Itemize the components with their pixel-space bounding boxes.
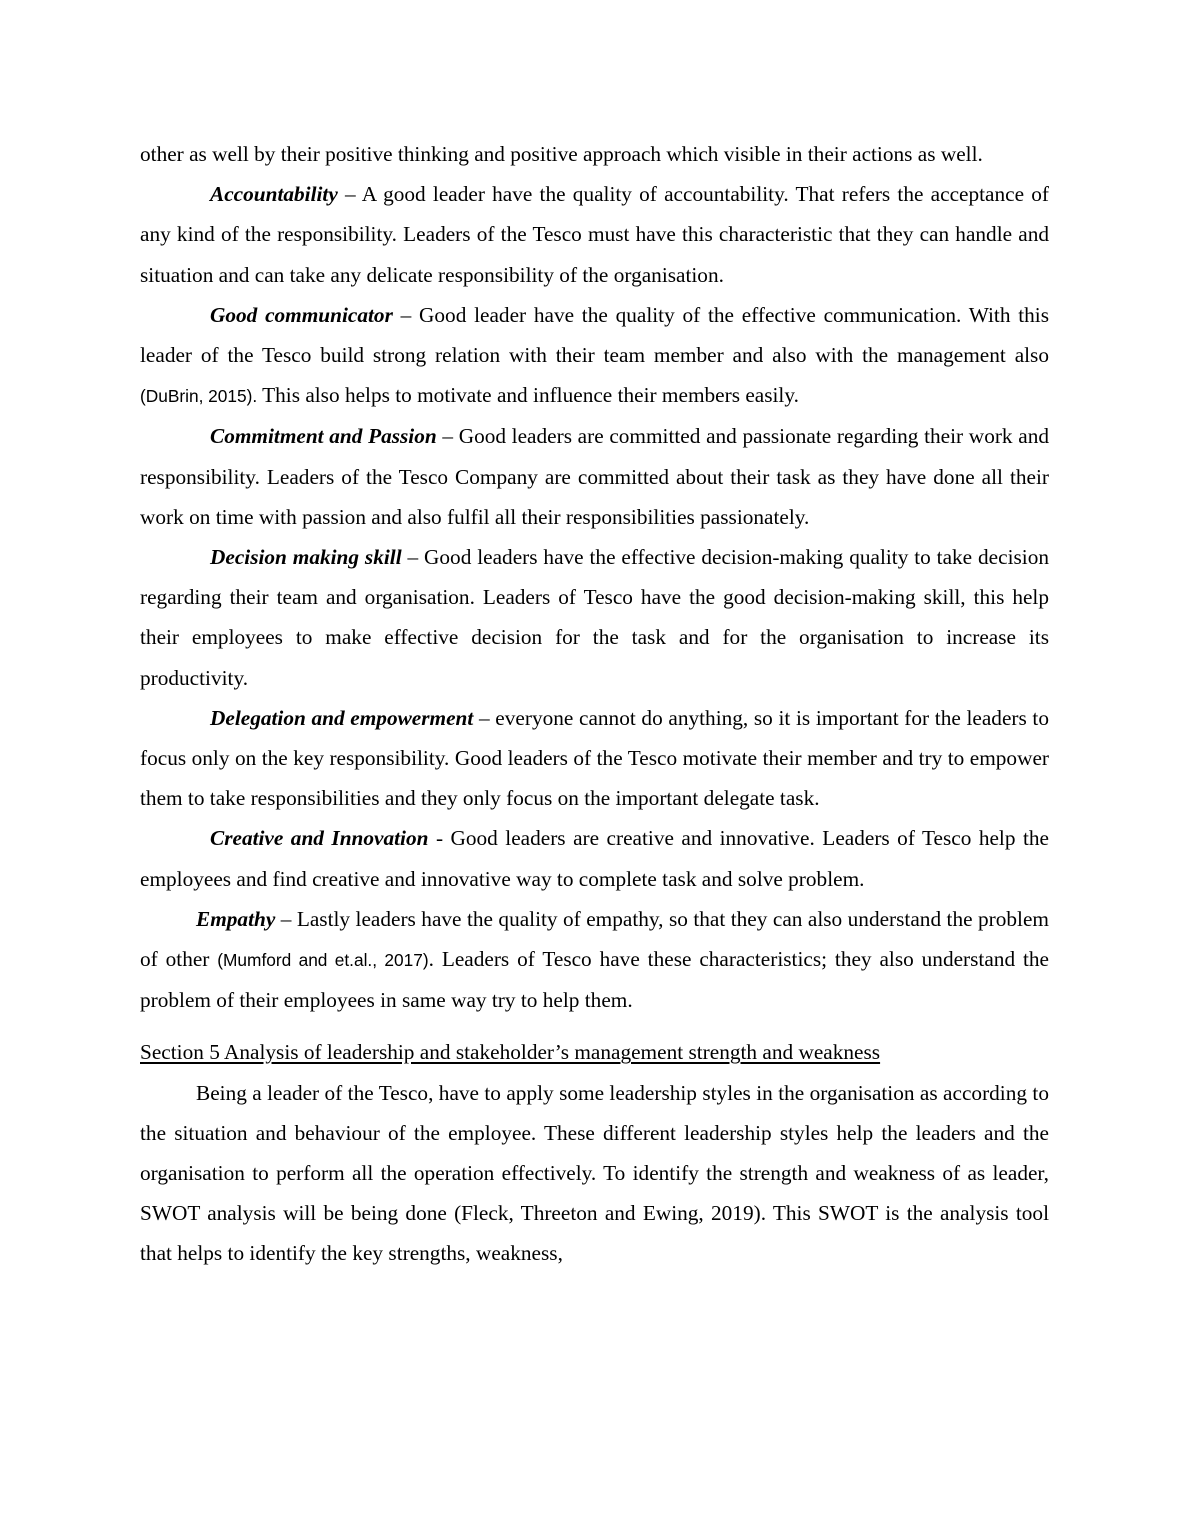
quality-description-end: This also helps to motivate and influence their members easily. [257, 383, 799, 408]
quality-term: Decision making skill [210, 545, 402, 570]
document-page [140, 134, 1049, 1274]
quality-term: Accountability [210, 182, 338, 207]
quality-term: Commitment and Passion [210, 424, 437, 449]
quality-creative-innovation [140, 818, 1049, 898]
quality-description: - Good leaders are creative and innovative. Leaders of Tesco help the employees and find creative and innovative way to complete task and solve problem. [140, 826, 1049, 891]
citation: (DuBrin, 2015). [140, 386, 258, 407]
citation: (Mumford and et.al., 2017) [217, 950, 429, 971]
quality-good-communicator [140, 295, 1049, 417]
quality-description: – everyone cannot do anything, so it is important for the leaders to focus only on the key responsibility. Good leaders of the Tesco motivate their member and try to empower them to take responsibilities and they only focus on the important delegate task. [140, 705, 1049, 811]
quality-term: Empathy [196, 906, 276, 931]
quality-delegation-empowerment [140, 698, 1049, 819]
quality-term: Good communicator [210, 302, 393, 327]
section-paragraph: Being a leader of the Tesco, have to apply some leadership styles in the organisation as according to the situation and behaviour of the employee. These different leadership styles help the leaders and the organisation to perform all the operation effectively. To identify the strength and weakness of as leader, SWOT analysis will be being done (Fleck, Threeton and Ewing, 2019). This SWOT is the analysis tool that helps to identify the key strengths, weakness, [140, 1080, 1049, 1266]
quality-decision-making [140, 537, 1049, 698]
quality-commitment-passion [140, 416, 1049, 537]
intro-continuation-paragraph: other as well by their positive thinking and positive approach which visible in their actions as well. [140, 142, 983, 166]
quality-description: – Good leaders have the effective decision-making quality to take decision regarding their team and organisation. Leaders of Tesco have the good decision-making skill, this help their employees to make effective decision for the task and for the organisation to increase its productivity. [140, 545, 1049, 690]
quality-description-end: . Leaders of Tesco have these characteristics; they also understand the problem of their employees in same way try to help them. [140, 947, 1049, 1013]
quality-accountability [140, 174, 1049, 295]
quality-empathy [140, 899, 1049, 1021]
quality-description: – Good leader have the quality of the effective communication. With this leader of the Tesco build strong relation with their team member and also with the management also [140, 302, 1049, 368]
section-heading: Section 5 Analysis of leadership and stakeholder’s management strength and weakness [140, 1040, 881, 1065]
quality-description: – A good leader have the quality of accountability. That refers the acceptance of any kind of the responsibility. Leaders of the Tesco must have this characteristic that they can handle and situation and can take any delicate responsibility of the organisation. [140, 182, 1049, 287]
quality-description: – Good leaders are committed and passionate regarding their work and responsibility. Leaders of the Tesco Company are committed about their task as they have done all their work on time with passion and also fulfil all their responsibilities passionately. [140, 424, 1049, 529]
quality-description: – Lastly leaders have the quality of empathy, so that they can also understand the problem of other [140, 906, 1049, 972]
quality-term: Creative and Innovation [210, 826, 429, 851]
quality-term: Delegation and empowerment [210, 705, 474, 730]
